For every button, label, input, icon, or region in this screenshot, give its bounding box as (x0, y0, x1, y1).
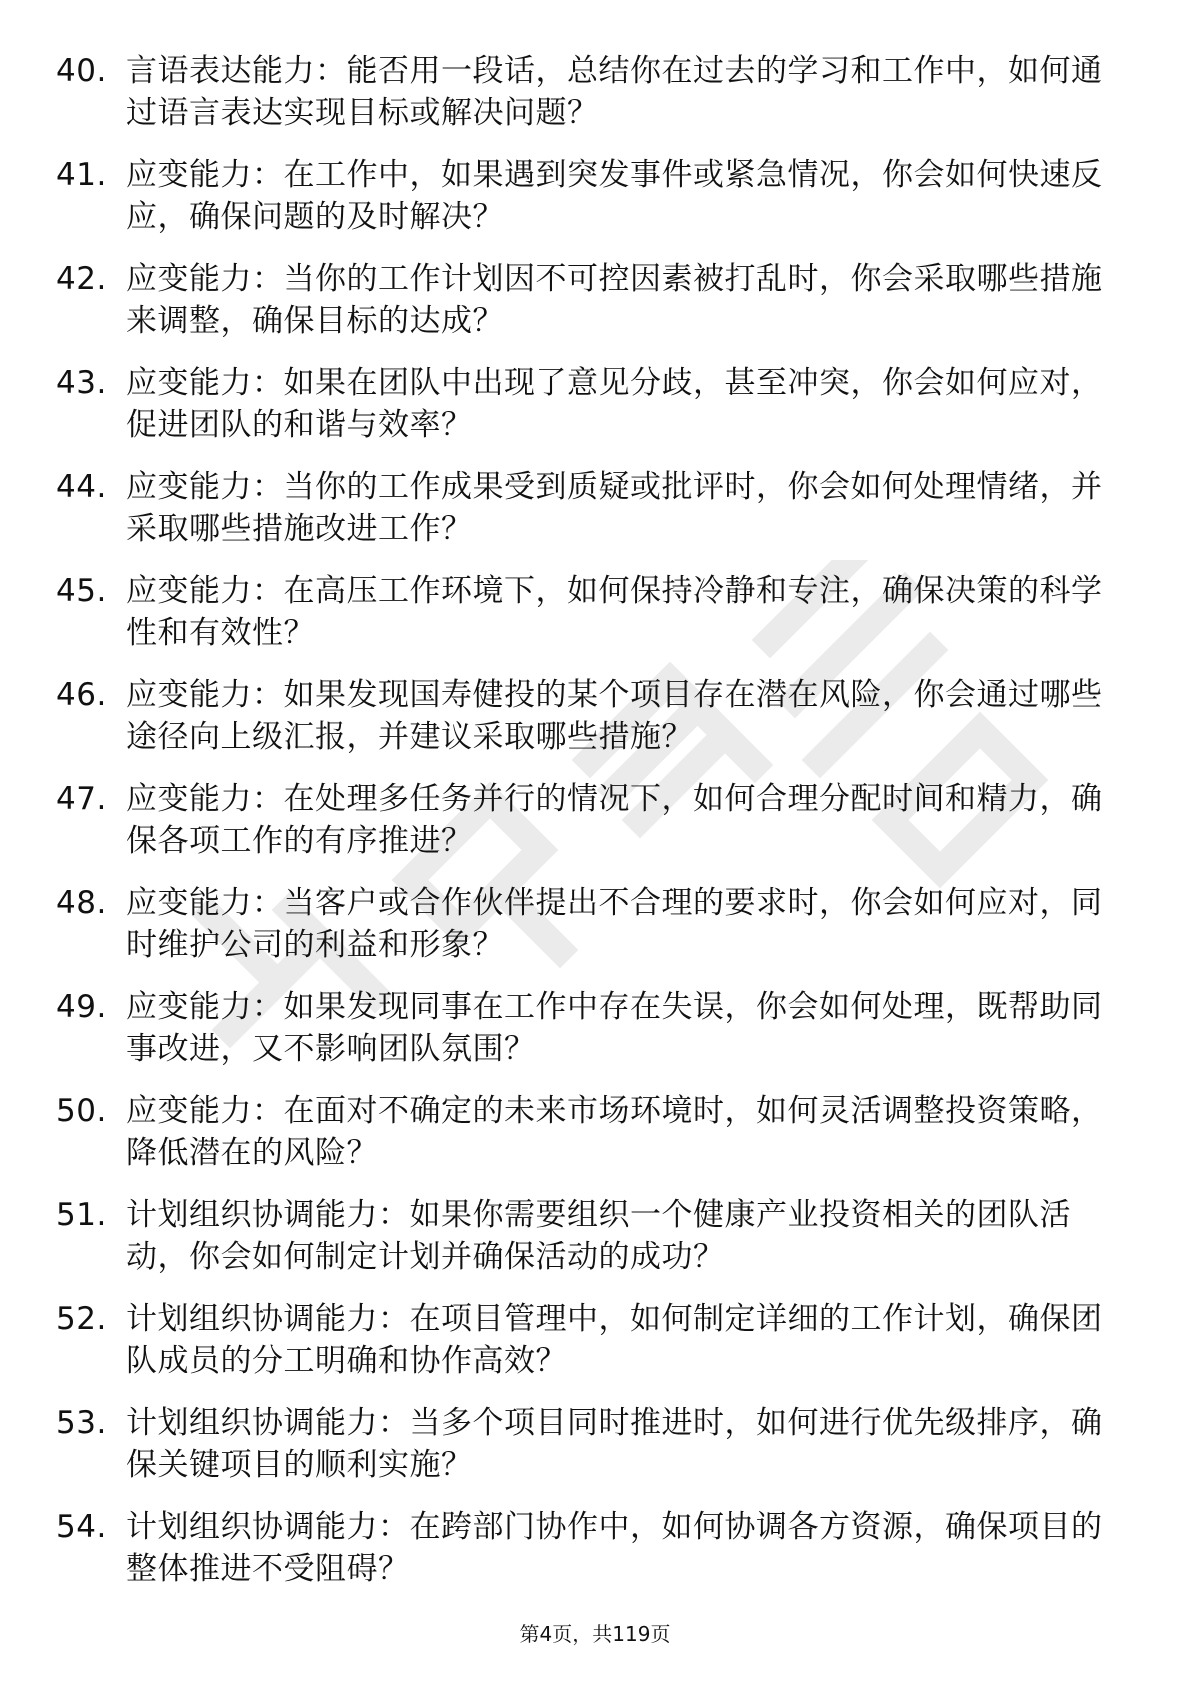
question-text: 应变能力：如果在团队中出现了意见分歧，甚至冲突，你会如何应对，促进团队的和谐与效率？ (126, 365, 1103, 443)
question-number: 49. (56, 989, 107, 1025)
question-text: 应变能力：如果发现国寿健投的某个项目存在潜在风险，你会通过哪些途径向上级汇报，并建议采取哪些措施？ (126, 677, 1103, 755)
question-text: 应变能力：在工作中，如果遇到突发事件或紧急情况，你会如何快速反应，确保问题的及时解决？ (126, 157, 1103, 235)
question-text: 计划组织协调能力：在跨部门协作中，如何协调各方资源，确保项目的整体推进不受阻碍？ (126, 1509, 1103, 1587)
question-number: 40. (56, 53, 107, 89)
question-number: 42. (56, 261, 107, 297)
page-footer: 第4页，共119页 (519, 1622, 671, 1646)
question-item (56, 258, 1116, 362)
question-text: 计划组织协调能力：在项目管理中，如何制定详细的工作计划，确保团队成员的分工明确和协作高效？ (126, 1301, 1103, 1379)
question-item (56, 466, 1116, 570)
question-number: 54. (56, 1509, 107, 1545)
question-item (56, 1298, 1116, 1402)
question-text: 应变能力：在面对不确定的未来市场环境时，如何灵活调整投资策略，降低潜在的风险？ (126, 1093, 1103, 1171)
question-item (56, 154, 1116, 258)
question-item (56, 882, 1116, 986)
question-text: 计划组织协调能力：当多个项目同时推进时，如何进行优先级排序，确保关键项目的顺利实施？ (126, 1405, 1103, 1483)
question-number: 41. (56, 157, 107, 193)
question-number: 47. (56, 781, 107, 817)
question-number: 51. (56, 1197, 107, 1233)
question-list (56, 50, 1116, 1610)
question-text: 应变能力：在高压工作环境下，如何保持冷静和专注，确保决策的科学性和有效性？ (126, 573, 1103, 651)
question-number: 52. (56, 1301, 107, 1337)
question-text: 应变能力：如果发现同事在工作中存在失误，你会如何处理，既帮助同事改进，又不影响团队氛围？ (126, 989, 1103, 1067)
question-text: 应变能力：当客户或合作伙伴提出不合理的要求时，你会如何应对，同时维护公司的利益和形象？ (126, 885, 1103, 963)
question-item (56, 570, 1116, 674)
question-text: 应变能力：当你的工作成果受到质疑或批评时，你会如何处理情绪，并采取哪些措施改进工作？ (126, 469, 1103, 547)
question-number: 46. (56, 677, 107, 713)
question-item (56, 986, 1116, 1090)
question-item (56, 1090, 1116, 1194)
question-number: 43. (56, 365, 107, 401)
question-item (56, 1194, 1116, 1298)
question-text: 言语表达能力：能否用一段话，总结你在过去的学习和工作中，如何通过语言表达实现目标或解决问题？ (126, 53, 1103, 131)
question-item (56, 50, 1116, 154)
question-number: 44. (56, 469, 107, 505)
question-item (56, 362, 1116, 466)
question-item (56, 1506, 1116, 1610)
question-number: 53. (56, 1405, 107, 1441)
question-item (56, 674, 1116, 778)
question-number: 45. (56, 573, 107, 609)
question-number: 50. (56, 1093, 107, 1129)
question-text: 应变能力：在处理多任务并行的情况下，如何合理分配时间和精力，确保各项工作的有序推进？ (126, 781, 1103, 859)
question-item (56, 1402, 1116, 1506)
question-item (56, 778, 1116, 882)
question-text: 应变能力：当你的工作计划因不可控因素被打乱时，你会采取哪些措施来调整，确保目标的达成？ (126, 261, 1103, 339)
question-number: 48. (56, 885, 107, 921)
question-text: 计划组织协调能力：如果你需要组织一个健康产业投资相关的团队活动，你会如何制定计划并确保活动的成功？ (126, 1197, 1071, 1275)
